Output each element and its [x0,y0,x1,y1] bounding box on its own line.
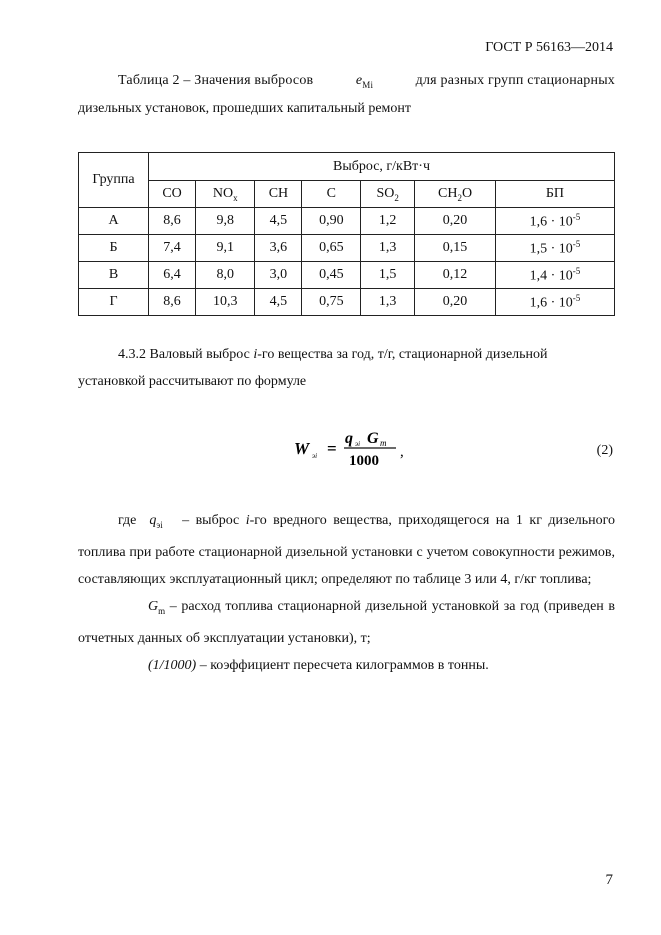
value-cell: 8,0 [196,262,255,289]
column-header-row [79,181,615,208]
emissions-table [78,152,615,316]
bp-cell: $1,6 \cdot 10^{-5}$ [495,208,614,235]
formula-q: q [345,430,353,447]
emission-header: Выброс, г/кВт·ч [149,153,615,181]
formula-g: G [367,430,379,447]
group-cell: Б [79,235,149,262]
page-number: 7 [605,872,613,888]
table-row [79,235,615,262]
where-q: где $q_{эi}$ – выброс i-го вредного вещества, приходящегося на 1 кг дизельного топлива при работе стационарной дизельной установки с учетом совокупности режимов, составляющих эксплуатационный цикл; определяют по таблице 3 или 4, г/кг топлива; [78,513,616,587]
value-cell: 0,20 [415,208,496,235]
value-cell: 0,75 [302,289,361,316]
value-cell: 7,4 [149,235,196,262]
table-body [79,208,615,316]
where-block [78,507,615,679]
value-cell: 9,8 [196,208,255,235]
where-g: $G_m$ – расход топлива стационарной дизельной установкой за год (приведен в отчетных данных об эксплуатации установки), т; [78,598,615,646]
standard-header: ГОСТ Р 56163—2014 [485,40,613,55]
column-header: БП [495,181,614,208]
value-cell: 3,6 [255,235,302,262]
paragraph-line1: 4.3.2 Валовый выброс i-го вещества за год, т/г, стационарной дизельной [118,347,548,362]
where-k: (1/1000) – коэффициент пересчета килограммов в тонны. [148,657,489,673]
column-header: CO [149,181,196,208]
value-cell: 4,5 [255,289,302,316]
formula-q-sub: эi [355,440,361,448]
value-cell: 0,90 [302,208,361,235]
formula-2 [294,426,434,472]
value-cell: 10,3 [196,289,255,316]
formula-denominator: 1000 [349,453,379,469]
caption-symbol: $e_{Mi}$ [355,73,374,90]
value-cell: 0,65 [302,235,361,262]
paragraph-line2: установкой рассчитывают по формуле [78,374,307,389]
bp-cell: $1,6 \cdot 10^{-5}$ [495,289,614,316]
value-cell: 1,2 [361,208,415,235]
formula-equals: = [327,439,337,458]
value-cell: 1,5 [361,262,415,289]
column-header: $NO_x$ [196,181,255,208]
value-cell: 8,6 [149,289,196,316]
column-header: CH [255,181,302,208]
formula-lhs: W [294,439,310,458]
column-header: $SO_2$ [361,181,415,208]
bp-cell: $1,4 \cdot 10^{-5}$ [495,262,614,289]
value-cell: 0,20 [415,289,496,316]
table-row [79,208,615,235]
value-cell: 1,3 [361,289,415,316]
value-cell: 0,45 [302,262,361,289]
formula-g-sub: m [380,438,387,448]
table-row [79,289,615,316]
value-cell: 0,12 [415,262,496,289]
value-cell: 8,6 [149,208,196,235]
group-header: Группа [79,153,149,208]
value-cell: 0,15 [415,235,496,262]
group-cell: Г [79,289,149,316]
value-cell: 3,0 [255,262,302,289]
value-cell: 1,3 [361,235,415,262]
formula-lhs-sub: эi [312,452,318,460]
table-row [79,262,615,289]
table-caption-line1 [118,73,615,90]
value-cell: 4,5 [255,208,302,235]
group-cell: А [79,208,149,235]
column-header: C [302,181,361,208]
formula-number: (2) [596,443,613,458]
value-cell: 6,4 [149,262,196,289]
caption-suffix: для разных групп стационарных [415,73,615,88]
group-cell: В [79,262,149,289]
formula-comma: , [400,444,404,460]
value-cell: 9,1 [196,235,255,262]
caption-prefix: Таблица 2 – Значения выбросов [118,73,314,88]
bp-cell: $1,5 \cdot 10^{-5}$ [495,235,614,262]
table-caption-line2: дизельных установок, прошедших капитальный ремонт [78,101,412,116]
column-header: $CH_2O$ [415,181,496,208]
